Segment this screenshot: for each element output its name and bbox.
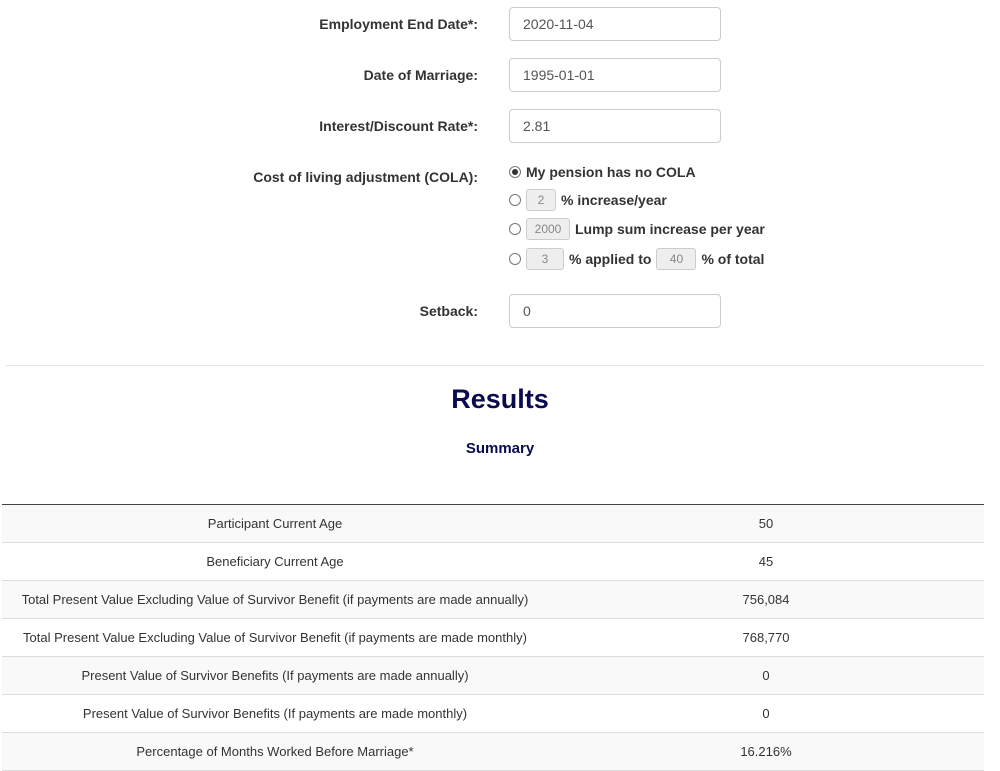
row-value: 768,770: [548, 619, 984, 657]
row-label: Total Present Value Excluding Value of Survivor Benefit (if payments are made monthly): [2, 619, 548, 657]
table-row: [2, 695, 984, 733]
cola-applied-label: % applied to: [569, 251, 652, 267]
row-label: Beneficiary Current Age: [2, 543, 548, 581]
summary-table: [2, 504, 984, 771]
cola-percent-label: % increase/year: [561, 192, 667, 208]
table-row: [2, 657, 984, 695]
cola-lump-label: Lump sum increase per year: [575, 221, 765, 237]
table-row: [2, 581, 984, 619]
cola-none-label: My pension has no COLA: [526, 164, 696, 180]
table-row: [2, 505, 984, 543]
cola-none-radio[interactable]: [509, 166, 521, 178]
cola-lump-radio[interactable]: [509, 223, 521, 235]
table-row: [2, 543, 984, 581]
interest-rate-label: Interest/Discount Rate*:: [319, 118, 478, 134]
row-value: 756,084: [548, 581, 984, 619]
summary-title: Summary: [465, 440, 535, 457]
row-label: Present Value of Survivor Benefits (If payments are made annually): [2, 657, 548, 695]
row-label: Percentage of Months Worked Before Marriage*: [2, 733, 548, 771]
date-of-marriage-input[interactable]: [509, 58, 721, 92]
employment-end-date-row: [0, 7, 1000, 43]
cola-label: Cost of living adjustment (COLA):: [253, 169, 478, 185]
cola-lump-input[interactable]: [526, 218, 570, 240]
setback-label: Setback:: [419, 303, 478, 319]
row-value: 50: [548, 505, 984, 543]
row-label: Participant Current Age: [2, 505, 548, 543]
setback-input[interactable]: [509, 294, 721, 328]
row-value: 16.216%: [548, 733, 984, 771]
setback-row: [0, 294, 1000, 330]
cola-option-applied[interactable]: [509, 248, 764, 270]
row-label: Present Value of Survivor Benefits (If payments are made monthly): [2, 695, 548, 733]
interest-rate-row: [0, 109, 1000, 145]
date-of-marriage-row: [0, 58, 1000, 94]
cola-applied-radio[interactable]: [509, 253, 521, 265]
employment-end-date-label: Employment End Date*:: [319, 16, 478, 32]
cola-applied-input[interactable]: [526, 248, 564, 270]
table-row: [2, 619, 984, 657]
cola-applied-total-input[interactable]: [656, 248, 696, 270]
cola-option-none[interactable]: [509, 161, 696, 183]
results-title: Results: [451, 384, 549, 414]
section-divider: [6, 365, 984, 366]
table-row: [2, 733, 984, 771]
interest-rate-input[interactable]: [509, 109, 721, 143]
row-value: 0: [548, 657, 984, 695]
row-value: 45: [548, 543, 984, 581]
cola-percent-input[interactable]: [526, 189, 556, 211]
row-label: Total Present Value Excluding Value of Survivor Benefit (if payments are made annually): [2, 581, 548, 619]
employment-end-date-input[interactable]: [509, 7, 721, 41]
cola-applied-total-label: % of total: [701, 251, 765, 267]
cola-option-lump[interactable]: [509, 218, 765, 240]
date-of-marriage-label: Date of Marriage:: [363, 67, 478, 83]
row-value: 0: [548, 695, 984, 733]
cola-percent-radio[interactable]: [509, 194, 521, 206]
cola-option-percent[interactable]: [509, 189, 667, 211]
